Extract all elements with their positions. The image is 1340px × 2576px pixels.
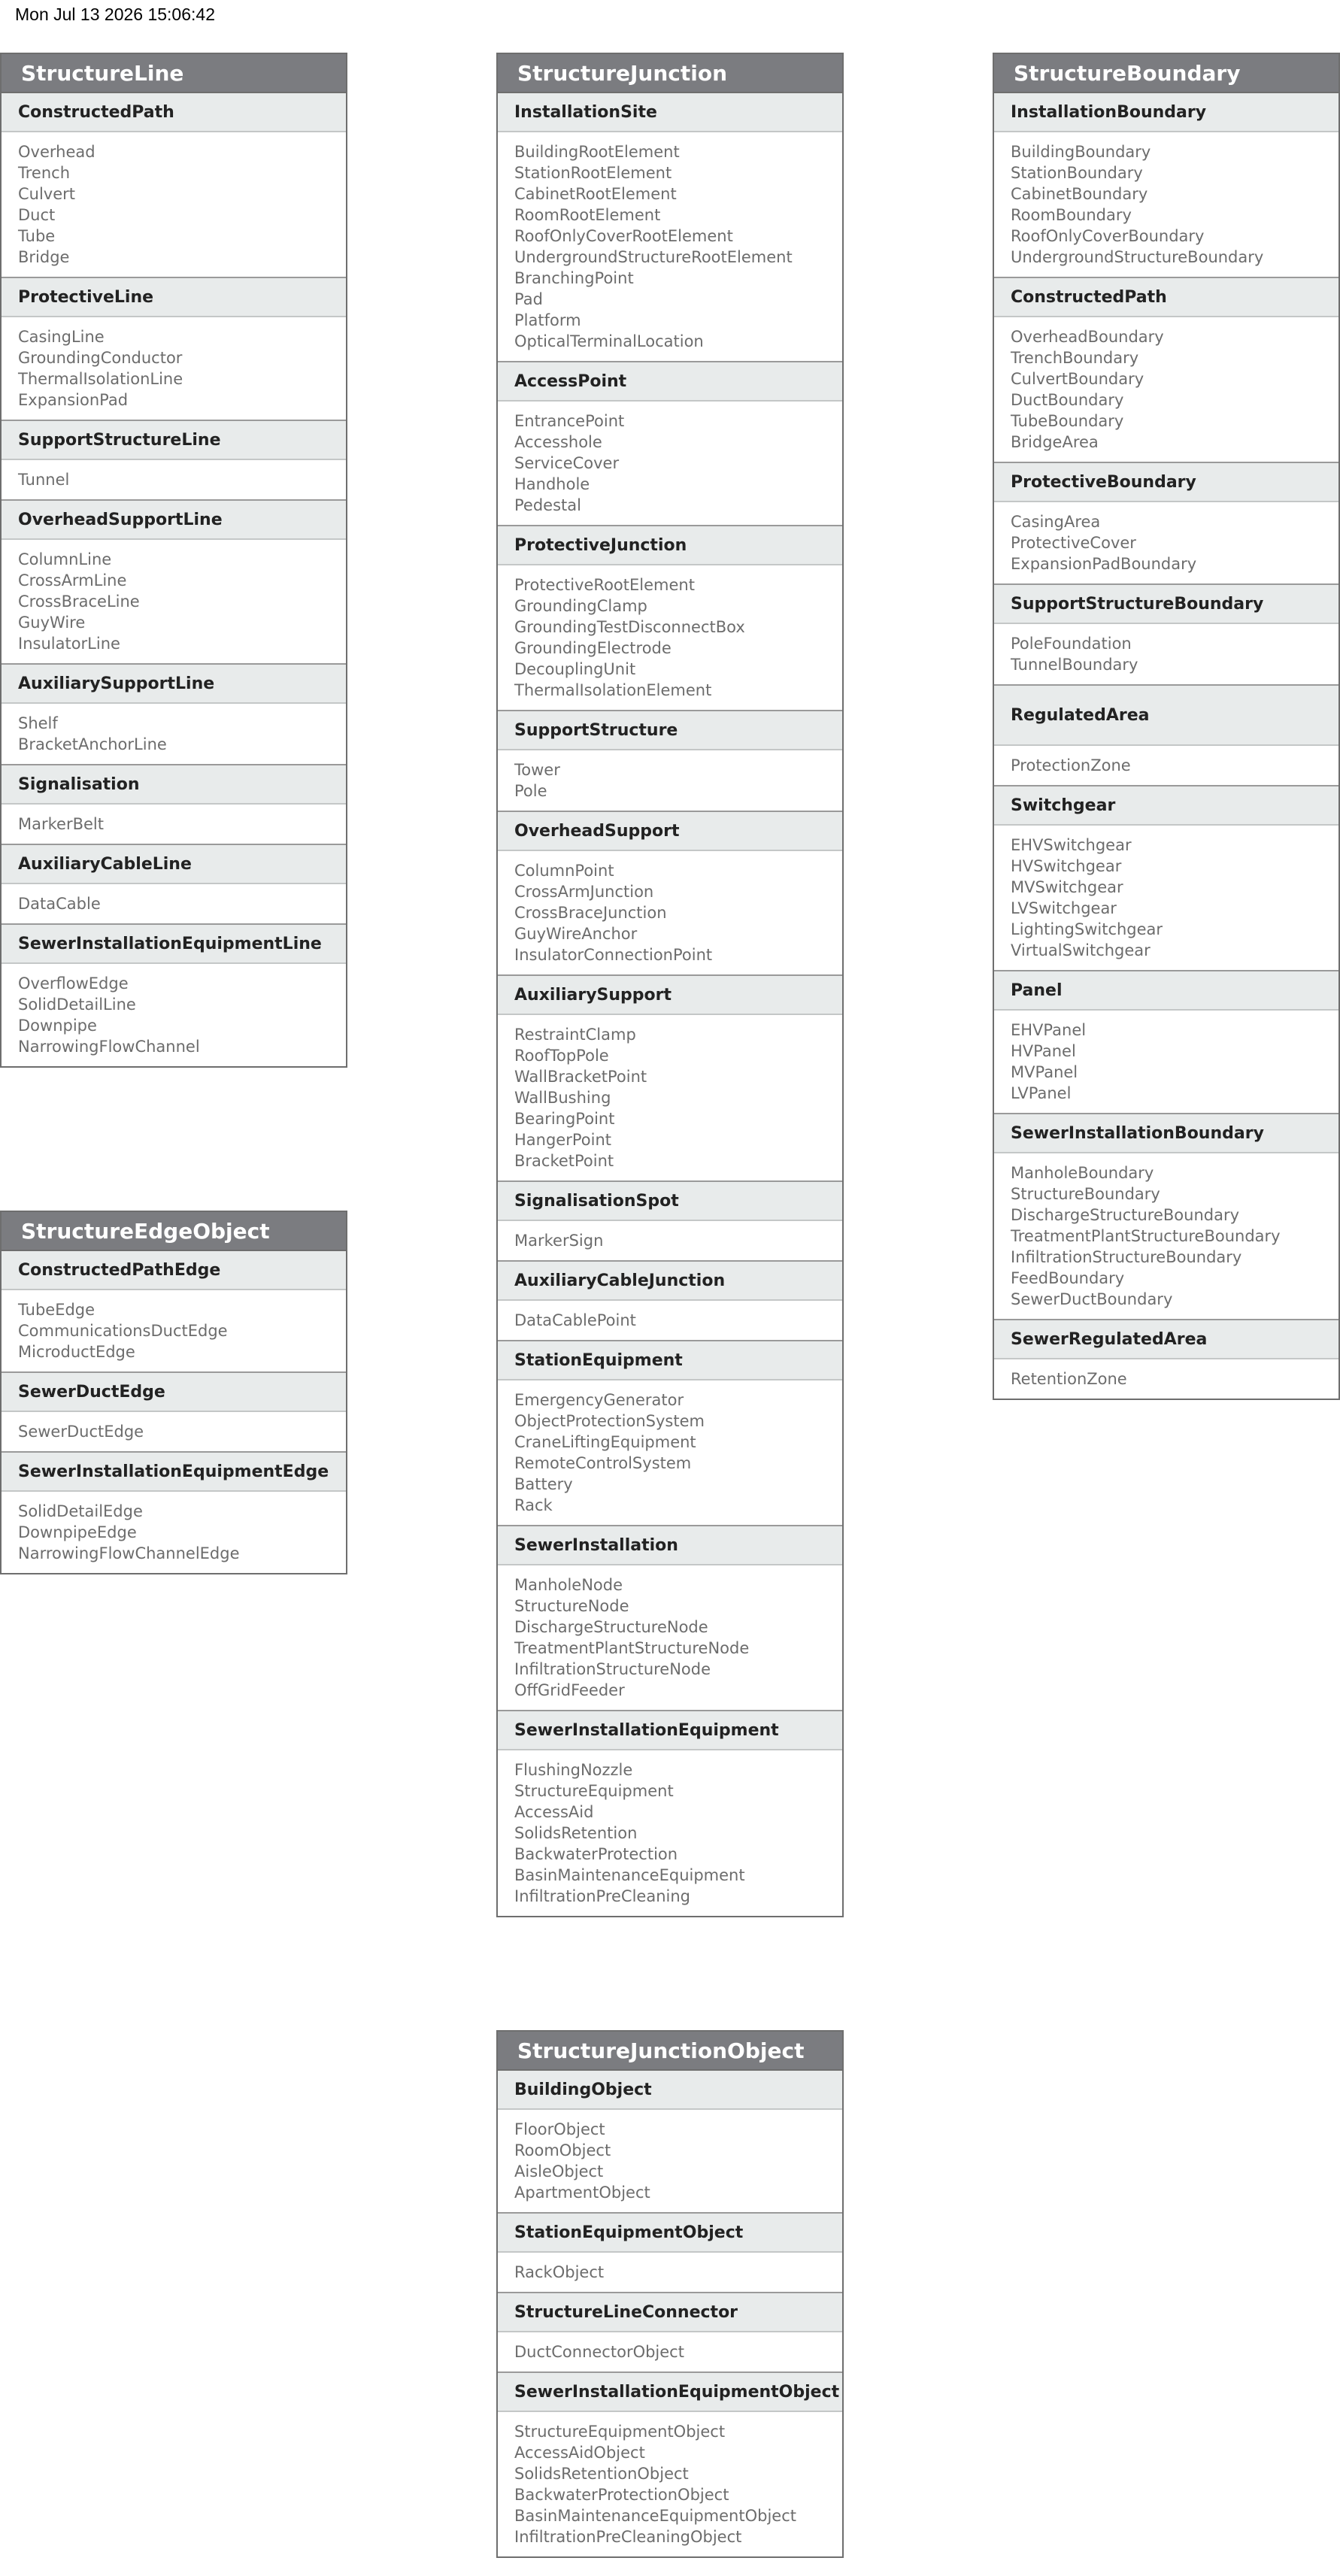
section-panel <box>994 970 1338 1113</box>
class-item: OverheadBoundary <box>1011 328 1164 346</box>
class-item: RoomRootElement <box>514 206 661 224</box>
class-item: BackwaterProtection <box>514 1845 678 1863</box>
section-items <box>994 1011 1338 1113</box>
class-item: ProtectionZone <box>1011 756 1131 774</box>
section-overhead-support <box>498 811 842 974</box>
section-header: SupportStructureLine <box>2 421 346 460</box>
class-item: Overhead <box>18 143 95 161</box>
section-items <box>498 132 842 361</box>
class-item: RestraintClamp <box>514 1026 636 1044</box>
section-items <box>498 750 842 811</box>
class-item: Duct <box>18 206 56 224</box>
class-item: Handhole <box>514 475 590 493</box>
section-items <box>994 502 1338 583</box>
class-item: LVPanel <box>1011 1084 1072 1102</box>
class-item: UndergroundStructureBoundary <box>1011 248 1264 266</box>
section-header: SignalisationSpot <box>498 1182 842 1221</box>
class-item: TubeEdge <box>18 1301 95 1319</box>
class-item: RackObject <box>514 2263 605 2281</box>
section-regulated-area <box>994 684 1338 785</box>
section-items <box>994 826 1338 970</box>
class-item: CraneLiftingEquipment <box>514 1433 696 1451</box>
class-item: DownpipeEdge <box>18 1523 137 1541</box>
class-item: Downpipe <box>18 1017 97 1035</box>
class-item: SolidsRetention <box>514 1824 638 1842</box>
class-item: StructureEquipment <box>514 1782 674 1800</box>
class-item: ObjectProtectionSystem <box>514 1412 705 1430</box>
class-item: RemoteControlSystem <box>514 1454 692 1472</box>
section-header: SewerRegulatedArea <box>994 1320 1338 1359</box>
section-header: SupportStructure <box>498 711 842 750</box>
class-item: HVSwitchgear <box>1011 857 1122 875</box>
class-item: EHVSwitchgear <box>1011 836 1132 854</box>
class-item: ManholeBoundary <box>1011 1164 1154 1182</box>
class-item: RoofTopPole <box>514 1047 609 1065</box>
section-auxiliary-cable-junction <box>498 1260 842 1340</box>
section-constructed-path <box>994 277 1338 462</box>
class-item: ProtectiveRootElement <box>514 576 695 594</box>
class-item: ColumnLine <box>18 550 112 568</box>
class-item: HangerPoint <box>514 1131 611 1149</box>
class-item: StructureEquipmentObject <box>514 2423 726 2441</box>
structure-junction-title: StructureJunction <box>498 54 842 93</box>
section-items <box>498 402 842 525</box>
section-items <box>2 132 346 277</box>
class-item: InfiltrationPreCleaningObject <box>514 2528 742 2546</box>
class-item: AisleObject <box>514 2162 604 2181</box>
class-item: BracketPoint <box>514 1152 614 1170</box>
section-header: InstallationSite <box>498 93 842 132</box>
class-item: BracketAnchorLine <box>18 735 167 753</box>
section-support-structure-line <box>2 420 346 499</box>
section-header: BuildingObject <box>498 2071 842 2110</box>
class-item: BridgeArea <box>1011 433 1099 451</box>
structure-edge-object-title: StructureEdgeObject <box>2 1212 346 1251</box>
section-signalisation <box>2 764 346 844</box>
class-item: MVPanel <box>1011 1063 1078 1081</box>
class-item: ThermalIsolationLine <box>18 370 183 388</box>
section-header: StationEquipmentObject <box>498 2214 842 2253</box>
class-item: OffGridFeeder <box>514 1681 625 1699</box>
class-item: GroundingClamp <box>514 597 647 615</box>
class-item: OpticalTerminalLocation <box>514 332 704 350</box>
section-header: AuxiliaryCableLine <box>2 845 346 884</box>
section-header: StationEquipment <box>498 1341 842 1380</box>
class-item: RoomObject <box>514 2141 611 2159</box>
class-item: Pad <box>514 290 543 308</box>
class-item: GuyWireAnchor <box>514 925 638 943</box>
section-header: OverheadSupport <box>498 812 842 851</box>
class-item: UndergroundStructureRootElement <box>514 248 793 266</box>
class-item: DuctBoundary <box>1011 391 1124 409</box>
class-item: Pole <box>514 782 547 800</box>
section-header: ConstructedPath <box>994 278 1338 317</box>
section-header: StructureLineConnector <box>498 2293 842 2332</box>
class-item: WallBracketPoint <box>514 1068 647 1086</box>
section-items <box>498 1015 842 1180</box>
section-station-equipment-object <box>498 2212 842 2292</box>
section-sewer-installation-boundary <box>994 1113 1338 1319</box>
class-item: SolidsRetentionObject <box>514 2465 689 2483</box>
section-items <box>994 1153 1338 1319</box>
class-item: BearingPoint <box>514 1110 615 1128</box>
section-items <box>498 1301 842 1340</box>
class-item: ServiceCover <box>514 454 620 472</box>
section-header: Panel <box>994 971 1338 1011</box>
class-item: WallBushing <box>514 1089 611 1107</box>
class-item: LightingSwitchgear <box>1011 920 1163 938</box>
class-item: Trench <box>18 164 70 182</box>
class-item: CabinetRootElement <box>514 185 677 203</box>
section-items <box>498 2110 842 2212</box>
section-header: SewerInstallationEquipmentLine <box>2 925 346 964</box>
class-item: Pedestal <box>514 496 581 514</box>
structure-junction-object-title: StructureJunctionObject <box>498 2032 842 2071</box>
section-constructed-path <box>2 93 346 277</box>
class-item: ThermalIsolationElement <box>514 681 712 699</box>
section-items <box>994 1359 1338 1399</box>
section-items <box>2 1290 346 1371</box>
section-protective-line <box>2 277 346 420</box>
section-items <box>2 964 346 1066</box>
class-item: BuildingBoundary <box>1011 143 1151 161</box>
structure-junction-object-box <box>496 2030 844 2558</box>
class-item: Tube <box>18 227 56 245</box>
class-item: DataCable <box>18 895 101 913</box>
class-item: ColumnPoint <box>514 862 614 880</box>
class-item: MarkerSign <box>514 1232 604 1250</box>
class-item: BasinMaintenanceEquipment <box>514 1866 745 1884</box>
section-items <box>2 317 346 420</box>
class-item: ExpansionPad <box>18 391 129 409</box>
section-items <box>498 1750 842 1916</box>
class-item: CrossBraceJunction <box>514 904 667 922</box>
section-header: Switchgear <box>994 786 1338 826</box>
class-item: AccessAidObject <box>514 2444 645 2462</box>
section-installation-boundary <box>994 93 1338 277</box>
class-item: FlushingNozzle <box>514 1761 633 1779</box>
section-header: AuxiliaryCableJunction <box>498 1262 842 1301</box>
section-header: Signalisation <box>2 765 346 805</box>
class-item: TunnelBoundary <box>1011 656 1138 674</box>
section-overhead-support-line <box>2 499 346 663</box>
section-items <box>498 2332 842 2371</box>
class-item: Platform <box>514 311 581 329</box>
class-item: CasingLine <box>18 328 105 346</box>
section-constructed-path-edge <box>2 1251 346 1371</box>
section-header: SewerDuctEdge <box>2 1373 346 1412</box>
class-item: Battery <box>514 1475 573 1493</box>
class-item: CommunicationsDuctEdge <box>18 1322 228 1340</box>
class-item: CulvertBoundary <box>1011 370 1144 388</box>
section-installation-site <box>498 93 842 361</box>
section-items <box>2 540 346 663</box>
class-item: NarrowingFlowChannelEdge <box>18 1544 240 1562</box>
class-item: ProtectiveCover <box>1011 534 1136 552</box>
structure-edge-object-box <box>0 1211 347 1574</box>
section-switchgear <box>994 785 1338 970</box>
class-item: StructureBoundary <box>1011 1185 1160 1203</box>
class-item: StationBoundary <box>1011 164 1143 182</box>
section-header: SewerInstallation <box>498 1526 842 1565</box>
section-header: ProtectiveBoundary <box>994 463 1338 502</box>
section-sewer-installation-equipment-line <box>2 923 346 1066</box>
class-item: DuctConnectorObject <box>514 2343 684 2361</box>
class-item: RetentionZone <box>1011 1370 1127 1388</box>
structure-line-box <box>0 53 347 1068</box>
class-item: BuildingRootElement <box>514 143 680 161</box>
structure-line-title: StructureLine <box>2 54 346 93</box>
class-item: LVSwitchgear <box>1011 899 1117 917</box>
class-item: TubeBoundary <box>1011 412 1124 430</box>
class-item: ApartmentObject <box>514 2184 650 2202</box>
section-access-point <box>498 361 842 525</box>
class-item: Culvert <box>18 185 76 203</box>
section-items <box>498 1380 842 1525</box>
class-item: GroundingConductor <box>18 349 183 367</box>
class-item: Tower <box>514 761 560 779</box>
section-items <box>2 1412 346 1451</box>
class-item: BranchingPoint <box>514 269 634 287</box>
section-header: SewerInstallationEquipment <box>498 1711 842 1750</box>
section-header: ConstructedPathEdge <box>2 1251 346 1290</box>
section-building-object <box>498 2071 842 2212</box>
section-sewer-duct-edge <box>2 1371 346 1451</box>
section-items <box>498 1565 842 1710</box>
section-items <box>2 805 346 844</box>
section-items <box>2 1492 346 1573</box>
class-item: SolidDetailEdge <box>18 1502 143 1520</box>
section-header: SewerInstallationBoundary <box>994 1114 1338 1153</box>
class-item: Accesshole <box>514 433 602 451</box>
class-item: InsulatorConnectionPoint <box>514 946 713 964</box>
section-header: ProtectiveLine <box>2 278 346 317</box>
section-items <box>498 565 842 710</box>
section-items <box>498 2412 842 2556</box>
section-items <box>994 624 1338 684</box>
section-support-structure-boundary <box>994 583 1338 684</box>
class-item: TreatmentPlantStructureBoundary <box>1011 1227 1281 1245</box>
class-item: BackwaterProtectionObject <box>514 2486 729 2504</box>
class-item: SewerDuctBoundary <box>1011 1290 1173 1308</box>
section-auxiliary-support-line <box>2 663 346 764</box>
section-header: OverheadSupportLine <box>2 501 346 540</box>
class-item: EntrancePoint <box>514 412 625 430</box>
class-item: CabinetBoundary <box>1011 185 1148 203</box>
class-item: FeedBoundary <box>1011 1269 1125 1287</box>
section-header: SupportStructureBoundary <box>994 585 1338 624</box>
timestamp: Mon Jul 13 2026 15:06:42 <box>15 5 215 24</box>
class-item: HVPanel <box>1011 1042 1076 1060</box>
class-item: RoomBoundary <box>1011 206 1132 224</box>
section-auxiliary-cable-line <box>2 844 346 923</box>
structure-junction-box <box>496 53 844 1917</box>
class-item: Tunnel <box>18 471 70 489</box>
structure-boundary-box <box>993 53 1340 1400</box>
class-item: StationRootElement <box>514 164 672 182</box>
section-sewer-installation <box>498 1525 842 1710</box>
section-structure-line-connector <box>498 2292 842 2371</box>
section-header: AuxiliarySupport <box>498 976 842 1015</box>
section-sewer-regulated-area <box>994 1319 1338 1399</box>
class-item: DischargeStructureBoundary <box>1011 1206 1240 1224</box>
class-item: EmergencyGenerator <box>514 1391 684 1409</box>
class-item: MVSwitchgear <box>1011 878 1123 896</box>
section-header: SewerInstallationEquipmentEdge <box>2 1453 346 1492</box>
section-header: InstallationBoundary <box>994 93 1338 132</box>
class-item: DecouplingUnit <box>514 660 636 678</box>
class-item: Shelf <box>18 714 58 732</box>
class-item: EHVPanel <box>1011 1021 1087 1039</box>
class-item: RoofOnlyCoverBoundary <box>1011 227 1205 245</box>
class-item: StructureNode <box>514 1597 629 1615</box>
class-item: InfiltrationStructureBoundary <box>1011 1248 1242 1266</box>
section-items <box>498 851 842 974</box>
class-item: NarrowingFlowChannel <box>18 1038 200 1056</box>
section-station-equipment <box>498 1340 842 1525</box>
class-item: CasingArea <box>1011 513 1101 531</box>
class-item: BasinMaintenanceEquipmentObject <box>514 2507 796 2525</box>
section-items <box>498 2253 842 2292</box>
section-sewer-installation-equipment-object <box>498 2371 842 2556</box>
class-item: FloorObject <box>514 2120 605 2138</box>
class-item: SewerDuctEdge <box>18 1423 144 1441</box>
class-item: InfiltrationPreCleaning <box>514 1887 690 1905</box>
section-auxiliary-support <box>498 974 842 1180</box>
section-items <box>2 884 346 923</box>
class-item: Rack <box>514 1496 553 1514</box>
section-header: SewerInstallationEquipmentObject <box>498 2373 842 2412</box>
class-item: GroundingTestDisconnectBox <box>514 618 745 636</box>
class-item: MarkerBelt <box>18 815 104 833</box>
class-item: InsulatorLine <box>18 635 120 653</box>
class-item: CrossArmLine <box>18 571 127 589</box>
section-sewer-installation-equipment-edge <box>2 1451 346 1573</box>
class-item: DataCablePoint <box>514 1311 636 1329</box>
section-items <box>994 132 1338 277</box>
class-item: AccessAid <box>514 1803 594 1821</box>
section-items <box>994 317 1338 462</box>
structure-boundary-title: StructureBoundary <box>994 54 1338 93</box>
class-item: DischargeStructureNode <box>514 1618 708 1636</box>
class-item: GroundingElectrode <box>514 639 672 657</box>
section-sewer-installation-equipment <box>498 1710 842 1916</box>
section-header: ProtectiveJunction <box>498 526 842 565</box>
class-item: Bridge <box>18 248 70 266</box>
class-item: RoofOnlyCoverRootElement <box>514 227 733 245</box>
section-header: AccessPoint <box>498 362 842 402</box>
class-item: SolidDetailLine <box>18 996 136 1014</box>
class-item: GuyWire <box>18 614 86 632</box>
class-item: TreatmentPlantStructureNode <box>514 1639 750 1657</box>
class-item: InfiltrationStructureNode <box>514 1660 711 1678</box>
section-support-structure <box>498 710 842 811</box>
class-item: PoleFoundation <box>1011 635 1132 653</box>
section-items <box>498 1221 842 1260</box>
section-header: ConstructedPath <box>2 93 346 132</box>
class-item: OverflowEdge <box>18 974 129 993</box>
section-header: RegulatedArea <box>994 686 1338 746</box>
class-item: ManholeNode <box>514 1576 623 1594</box>
class-item: CrossArmJunction <box>514 883 654 901</box>
section-protective-junction <box>498 525 842 710</box>
class-item: CrossBraceLine <box>18 592 140 611</box>
section-header: AuxiliarySupportLine <box>2 665 346 704</box>
class-item: VirtualSwitchgear <box>1011 941 1151 959</box>
class-item: ExpansionPadBoundary <box>1011 555 1197 573</box>
class-item: MicroductEdge <box>18 1343 135 1361</box>
section-protective-boundary <box>994 462 1338 583</box>
class-item: TrenchBoundary <box>1011 349 1139 367</box>
section-items <box>2 460 346 499</box>
section-signalisation-spot <box>498 1180 842 1260</box>
section-items <box>994 746 1338 785</box>
section-items <box>2 704 346 764</box>
